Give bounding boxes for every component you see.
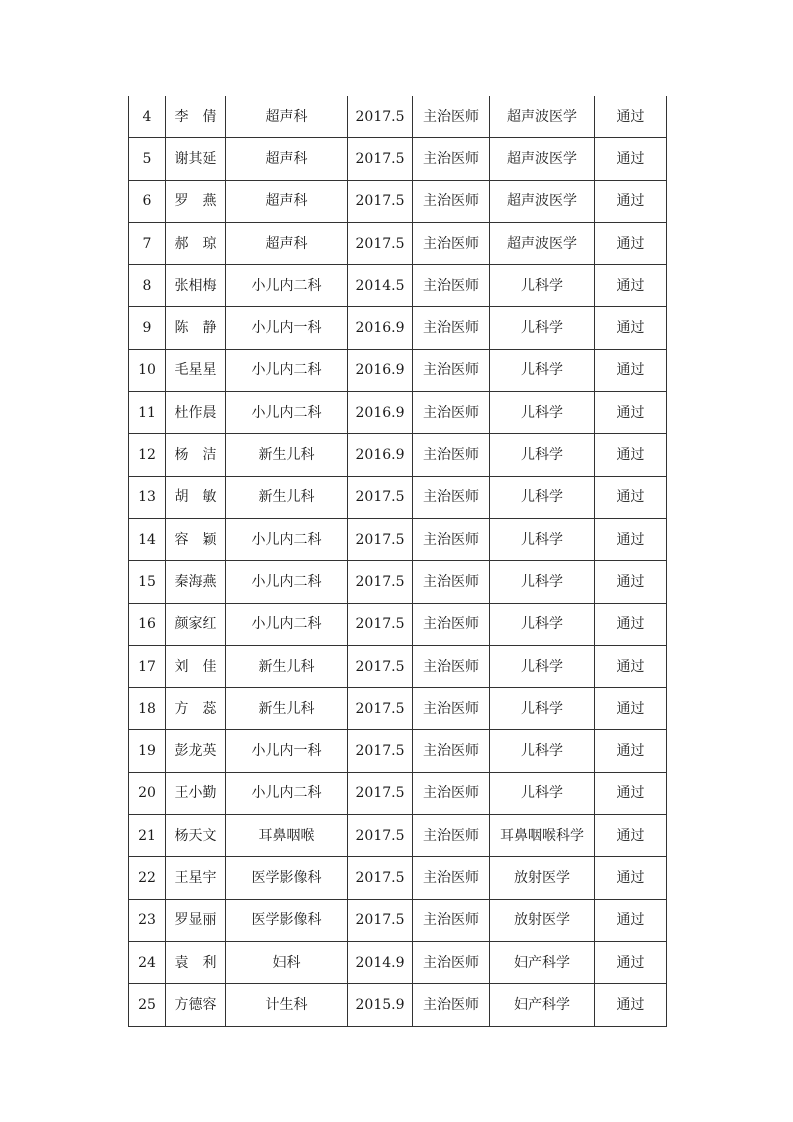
row-number-cell: 25 bbox=[129, 984, 166, 1026]
result-cell: 通过 bbox=[595, 941, 667, 983]
row-number-cell: 15 bbox=[129, 561, 166, 603]
title-cell: 主治医师 bbox=[413, 222, 490, 264]
department-cell: 小儿内一科 bbox=[226, 307, 348, 349]
table-row bbox=[129, 899, 667, 941]
title-cell: 主治医师 bbox=[413, 518, 490, 560]
table-row bbox=[129, 518, 667, 560]
date-cell: 2017.5 bbox=[348, 730, 413, 772]
title-cell: 主治医师 bbox=[413, 434, 490, 476]
title-cell: 主治医师 bbox=[413, 476, 490, 518]
date-cell: 2016.9 bbox=[348, 392, 413, 434]
title-cell: 主治医师 bbox=[413, 603, 490, 645]
department-cell: 妇科 bbox=[226, 941, 348, 983]
result-cell: 通过 bbox=[595, 349, 667, 391]
specialty-cell: 儿科学 bbox=[490, 434, 595, 476]
title-cell: 主治医师 bbox=[413, 941, 490, 983]
specialty-cell: 超声波医学 bbox=[490, 138, 595, 180]
result-cell: 通过 bbox=[595, 138, 667, 180]
department-cell: 小儿内二科 bbox=[226, 349, 348, 391]
row-number-cell: 16 bbox=[129, 603, 166, 645]
row-number-cell: 22 bbox=[129, 857, 166, 899]
table-row bbox=[129, 984, 667, 1026]
specialty-cell: 超声波医学 bbox=[490, 180, 595, 222]
title-cell: 主治医师 bbox=[413, 899, 490, 941]
title-cell: 主治医师 bbox=[413, 349, 490, 391]
row-number-cell: 23 bbox=[129, 899, 166, 941]
title-cell: 主治医师 bbox=[413, 857, 490, 899]
table-row bbox=[129, 222, 667, 264]
date-cell: 2016.9 bbox=[348, 307, 413, 349]
row-number-cell: 17 bbox=[129, 645, 166, 687]
date-cell: 2017.5 bbox=[348, 561, 413, 603]
specialty-cell: 儿科学 bbox=[490, 772, 595, 814]
specialty-cell: 放射医学 bbox=[490, 857, 595, 899]
name-cell: 张相梅 bbox=[166, 265, 226, 307]
date-cell: 2017.5 bbox=[348, 96, 413, 138]
name-cell: 袁 利 bbox=[166, 941, 226, 983]
name-cell: 郝 琼 bbox=[166, 222, 226, 264]
specialty-cell: 儿科学 bbox=[490, 561, 595, 603]
table-row bbox=[129, 561, 667, 603]
specialty-cell: 儿科学 bbox=[490, 518, 595, 560]
department-cell: 小儿内二科 bbox=[226, 772, 348, 814]
department-cell: 超声科 bbox=[226, 180, 348, 222]
table-row bbox=[129, 688, 667, 730]
table-row bbox=[129, 307, 667, 349]
table-row bbox=[129, 857, 667, 899]
department-cell: 医学影像科 bbox=[226, 899, 348, 941]
row-number-cell: 21 bbox=[129, 815, 166, 857]
title-cell: 主治医师 bbox=[413, 180, 490, 222]
row-number-cell: 20 bbox=[129, 772, 166, 814]
row-number-cell: 14 bbox=[129, 518, 166, 560]
date-cell: 2016.9 bbox=[348, 434, 413, 476]
result-cell: 通过 bbox=[595, 180, 667, 222]
date-cell: 2015.9 bbox=[348, 984, 413, 1026]
title-cell: 主治医师 bbox=[413, 307, 490, 349]
specialty-cell: 儿科学 bbox=[490, 307, 595, 349]
title-cell: 主治医师 bbox=[413, 688, 490, 730]
date-cell: 2014.9 bbox=[348, 941, 413, 983]
row-number-cell: 4 bbox=[129, 96, 166, 138]
row-number-cell: 12 bbox=[129, 434, 166, 476]
table-row bbox=[129, 730, 667, 772]
specialty-cell: 儿科学 bbox=[490, 349, 595, 391]
date-cell: 2017.5 bbox=[348, 857, 413, 899]
table-row bbox=[129, 265, 667, 307]
department-cell: 新生儿科 bbox=[226, 688, 348, 730]
date-cell: 2017.5 bbox=[348, 815, 413, 857]
department-cell: 小儿内二科 bbox=[226, 603, 348, 645]
roster-table-body bbox=[129, 96, 667, 1026]
date-cell: 2017.5 bbox=[348, 222, 413, 264]
date-cell: 2017.5 bbox=[348, 645, 413, 687]
name-cell: 刘 佳 bbox=[166, 645, 226, 687]
title-cell: 主治医师 bbox=[413, 561, 490, 603]
specialty-cell: 超声波医学 bbox=[490, 222, 595, 264]
department-cell: 新生儿科 bbox=[226, 645, 348, 687]
name-cell: 容 颖 bbox=[166, 518, 226, 560]
department-cell: 新生儿科 bbox=[226, 434, 348, 476]
name-cell: 颜家红 bbox=[166, 603, 226, 645]
specialty-cell: 儿科学 bbox=[490, 688, 595, 730]
result-cell: 通过 bbox=[595, 392, 667, 434]
title-cell: 主治医师 bbox=[413, 815, 490, 857]
row-number-cell: 9 bbox=[129, 307, 166, 349]
result-cell: 通过 bbox=[595, 265, 667, 307]
date-cell: 2017.5 bbox=[348, 899, 413, 941]
department-cell: 耳鼻咽喉 bbox=[226, 815, 348, 857]
result-cell: 通过 bbox=[595, 603, 667, 645]
table-row bbox=[129, 772, 667, 814]
result-cell: 通过 bbox=[595, 307, 667, 349]
row-number-cell: 13 bbox=[129, 476, 166, 518]
result-cell: 通过 bbox=[595, 96, 667, 138]
name-cell: 毛星星 bbox=[166, 349, 226, 391]
row-number-cell: 18 bbox=[129, 688, 166, 730]
title-cell: 主治医师 bbox=[413, 138, 490, 180]
result-cell: 通过 bbox=[595, 434, 667, 476]
roster-table bbox=[128, 96, 667, 1027]
specialty-cell: 妇产科学 bbox=[490, 984, 595, 1026]
date-cell: 2017.5 bbox=[348, 180, 413, 222]
department-cell: 小儿内二科 bbox=[226, 392, 348, 434]
department-cell: 超声科 bbox=[226, 222, 348, 264]
date-cell: 2017.5 bbox=[348, 688, 413, 730]
name-cell: 方德容 bbox=[166, 984, 226, 1026]
name-cell: 杨天文 bbox=[166, 815, 226, 857]
title-cell: 主治医师 bbox=[413, 984, 490, 1026]
date-cell: 2017.5 bbox=[348, 476, 413, 518]
row-number-cell: 8 bbox=[129, 265, 166, 307]
name-cell: 方 蕊 bbox=[166, 688, 226, 730]
row-number-cell: 7 bbox=[129, 222, 166, 264]
specialty-cell: 超声波医学 bbox=[490, 96, 595, 138]
department-cell: 医学影像科 bbox=[226, 857, 348, 899]
specialty-cell: 儿科学 bbox=[490, 392, 595, 434]
department-cell: 计生科 bbox=[226, 984, 348, 1026]
department-cell: 超声科 bbox=[226, 96, 348, 138]
title-cell: 主治医师 bbox=[413, 772, 490, 814]
result-cell: 通过 bbox=[595, 984, 667, 1026]
name-cell: 谢其延 bbox=[166, 138, 226, 180]
result-cell: 通过 bbox=[595, 899, 667, 941]
result-cell: 通过 bbox=[595, 857, 667, 899]
row-number-cell: 10 bbox=[129, 349, 166, 391]
date-cell: 2014.5 bbox=[348, 265, 413, 307]
department-cell: 小儿内一科 bbox=[226, 730, 348, 772]
table-row bbox=[129, 96, 667, 138]
department-cell: 小儿内二科 bbox=[226, 561, 348, 603]
name-cell: 陈 静 bbox=[166, 307, 226, 349]
table-row bbox=[129, 392, 667, 434]
result-cell: 通过 bbox=[595, 518, 667, 560]
department-cell: 小儿内二科 bbox=[226, 518, 348, 560]
result-cell: 通过 bbox=[595, 730, 667, 772]
table-row bbox=[129, 941, 667, 983]
name-cell: 杨 洁 bbox=[166, 434, 226, 476]
name-cell: 胡 敏 bbox=[166, 476, 226, 518]
date-cell: 2017.5 bbox=[348, 772, 413, 814]
result-cell: 通过 bbox=[595, 222, 667, 264]
title-cell: 主治医师 bbox=[413, 730, 490, 772]
name-cell: 杜作晨 bbox=[166, 392, 226, 434]
table-row bbox=[129, 349, 667, 391]
table-row bbox=[129, 138, 667, 180]
department-cell: 超声科 bbox=[226, 138, 348, 180]
row-number-cell: 19 bbox=[129, 730, 166, 772]
result-cell: 通过 bbox=[595, 688, 667, 730]
result-cell: 通过 bbox=[595, 772, 667, 814]
specialty-cell: 妇产科学 bbox=[490, 941, 595, 983]
specialty-cell: 放射医学 bbox=[490, 899, 595, 941]
result-cell: 通过 bbox=[595, 815, 667, 857]
result-cell: 通过 bbox=[595, 476, 667, 518]
specialty-cell: 儿科学 bbox=[490, 730, 595, 772]
date-cell: 2017.5 bbox=[348, 518, 413, 560]
table-row bbox=[129, 180, 667, 222]
table-row bbox=[129, 434, 667, 476]
specialty-cell: 儿科学 bbox=[490, 265, 595, 307]
table-row bbox=[129, 645, 667, 687]
name-cell: 李 倩 bbox=[166, 96, 226, 138]
table-row bbox=[129, 815, 667, 857]
title-cell: 主治医师 bbox=[413, 392, 490, 434]
specialty-cell: 儿科学 bbox=[490, 476, 595, 518]
department-cell: 新生儿科 bbox=[226, 476, 348, 518]
department-cell: 小儿内二科 bbox=[226, 265, 348, 307]
date-cell: 2017.5 bbox=[348, 138, 413, 180]
title-cell: 主治医师 bbox=[413, 645, 490, 687]
title-cell: 主治医师 bbox=[413, 265, 490, 307]
date-cell: 2017.5 bbox=[348, 603, 413, 645]
name-cell: 秦海燕 bbox=[166, 561, 226, 603]
table-row bbox=[129, 603, 667, 645]
specialty-cell: 耳鼻咽喉科学 bbox=[490, 815, 595, 857]
row-number-cell: 5 bbox=[129, 138, 166, 180]
result-cell: 通过 bbox=[595, 561, 667, 603]
result-cell: 通过 bbox=[595, 645, 667, 687]
specialty-cell: 儿科学 bbox=[490, 603, 595, 645]
name-cell: 彭龙英 bbox=[166, 730, 226, 772]
name-cell: 罗 燕 bbox=[166, 180, 226, 222]
row-number-cell: 24 bbox=[129, 941, 166, 983]
row-number-cell: 6 bbox=[129, 180, 166, 222]
title-cell: 主治医师 bbox=[413, 96, 490, 138]
specialty-cell: 儿科学 bbox=[490, 645, 595, 687]
name-cell: 王星宇 bbox=[166, 857, 226, 899]
row-number-cell: 11 bbox=[129, 392, 166, 434]
table-row bbox=[129, 476, 667, 518]
date-cell: 2016.9 bbox=[348, 349, 413, 391]
name-cell: 王小勤 bbox=[166, 772, 226, 814]
name-cell: 罗显丽 bbox=[166, 899, 226, 941]
